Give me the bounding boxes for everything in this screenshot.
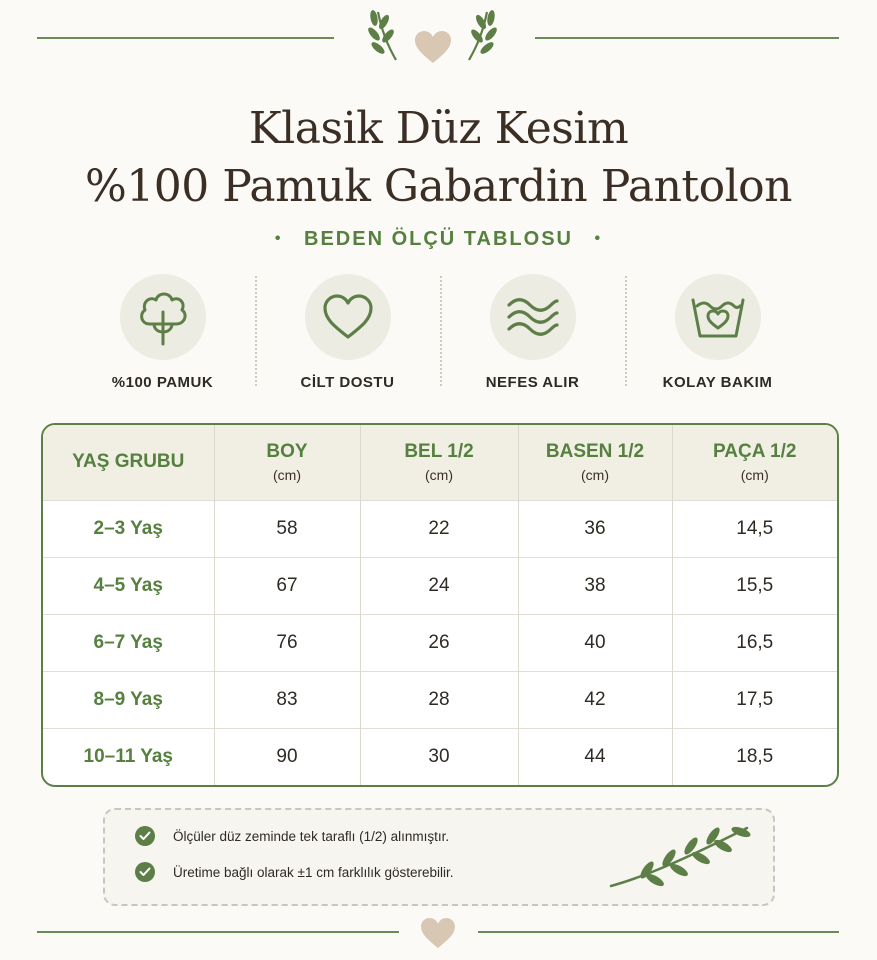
feature-row <box>70 270 810 395</box>
heart-icon <box>322 293 374 341</box>
cell-waist: 22 <box>360 500 518 557</box>
subtitle <box>0 228 877 251</box>
waves-icon <box>506 295 560 339</box>
feature-easy-care <box>625 270 810 395</box>
feature-icon-circle <box>490 274 576 360</box>
cell-age: 8–9 Yaş <box>43 671 214 728</box>
header-label: PAÇA 1/2 <box>713 441 797 463</box>
feature-label: CİLT DOSTU <box>300 374 395 391</box>
cell-waist: 26 <box>360 614 518 671</box>
cell-waist: 28 <box>360 671 518 728</box>
cell-hip: 42 <box>518 671 672 728</box>
header-height <box>214 425 360 500</box>
feature-label: NEFES ALIR <box>485 374 580 391</box>
header-unit: (cm) <box>581 467 609 484</box>
cell-hem: 15,5 <box>736 574 774 596</box>
divider-line-left <box>37 37 334 39</box>
cell-hip: 38 <box>518 557 672 614</box>
cell-age: 10–11 Yaş <box>43 728 214 785</box>
cell-hip: 40 <box>518 614 672 671</box>
header-waist <box>360 425 518 500</box>
subtitle-dot-right: • <box>594 230 603 247</box>
feature-icon-circle <box>675 274 761 360</box>
table-row <box>43 671 837 728</box>
table-row <box>43 557 837 614</box>
header-label: BEL 1/2 <box>404 441 474 463</box>
cell-hem: 14,5 <box>736 517 774 539</box>
note-text: Üretime bağlı olarak ±1 cm farklılık gösterebilir. <box>173 864 454 880</box>
title-line-1: Klasik Düz Kesim <box>248 103 629 154</box>
divider-line-right <box>535 37 839 39</box>
cell-age: 4–5 Yaş <box>43 557 214 614</box>
header-hip <box>518 425 672 500</box>
leaf-sprig-icon <box>463 8 503 64</box>
header-hem <box>672 425 837 500</box>
bottom-line-left <box>37 931 399 933</box>
cotton-icon <box>136 288 190 346</box>
cell-hem: 16,5 <box>736 631 774 653</box>
note-item <box>135 826 449 846</box>
page-title <box>0 100 877 216</box>
leaf-sprig-icon <box>362 8 402 64</box>
header-label: BASEN 1/2 <box>545 441 645 463</box>
wash-icon <box>690 294 746 340</box>
feature-icon-circle <box>120 274 206 360</box>
check-icon <box>135 826 155 846</box>
cell-waist: 24 <box>360 557 518 614</box>
cell-hip: 36 <box>518 500 672 557</box>
cell-age: 2–3 Yaş <box>43 500 214 557</box>
table-row <box>43 614 837 671</box>
size-table-grid <box>43 425 837 785</box>
cell-waist: 30 <box>360 728 518 785</box>
feature-icon-circle <box>305 274 391 360</box>
feature-cotton <box>70 270 255 395</box>
header-age-group <box>43 425 214 500</box>
feature-label: KOLAY BAKIM <box>662 374 773 391</box>
feature-skin-friendly <box>255 270 440 395</box>
olive-branch-icon <box>607 818 757 890</box>
cell-height: 90 <box>214 728 360 785</box>
top-ornament <box>0 0 877 70</box>
note-text: Ölçüler düz zeminde tek taraflı (1/2) alınmıştır. <box>173 828 450 844</box>
header-unit: (cm) <box>740 467 769 484</box>
heart-ornament-icon <box>414 30 452 64</box>
check-icon <box>135 862 155 882</box>
cell-age: 6–7 Yaş <box>43 614 214 671</box>
subtitle-dot-left: • <box>274 230 283 247</box>
feature-label: %100 PAMUK <box>111 374 214 391</box>
table-row <box>43 500 837 557</box>
cell-hem: 18,5 <box>736 745 774 767</box>
cell-height: 76 <box>214 614 360 671</box>
header-unit: (cm) <box>273 467 301 484</box>
header-label: YAŞ GRUBU <box>72 451 185 473</box>
notes-box <box>103 808 775 906</box>
note-item <box>135 862 454 882</box>
cell-hip: 44 <box>518 728 672 785</box>
size-table <box>41 423 839 787</box>
cell-height: 67 <box>214 557 360 614</box>
header-unit: (cm) <box>425 467 453 484</box>
subtitle-text: BEDEN ÖLÇÜ TABLOSU <box>304 228 573 250</box>
heart-ornament-icon <box>420 917 456 949</box>
header-label: BOY <box>266 441 308 463</box>
title-line-2: %100 Pamuk Gabardin Pantolon <box>85 161 792 212</box>
cell-hem: 17,5 <box>736 688 774 710</box>
table-row <box>43 728 837 785</box>
cell-height: 83 <box>214 671 360 728</box>
feature-breathable <box>440 270 625 395</box>
cell-height: 58 <box>214 500 360 557</box>
bottom-line-right <box>478 931 839 933</box>
table-header-row <box>43 425 837 500</box>
